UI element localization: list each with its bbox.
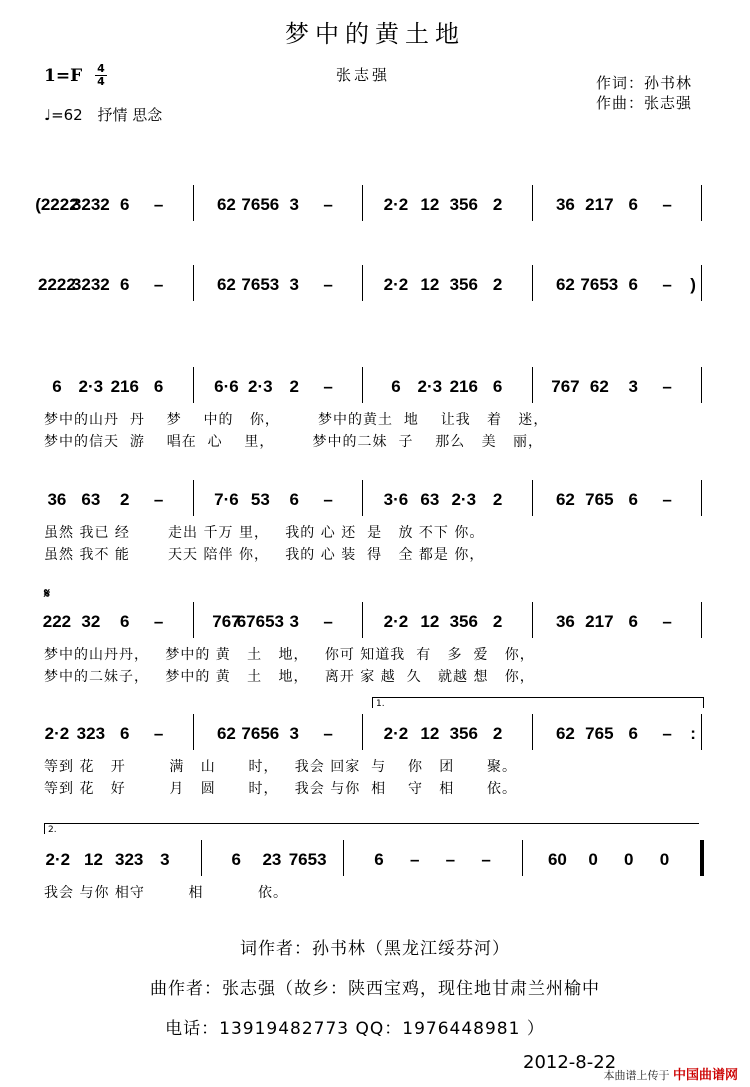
note-group: –: [153, 612, 164, 631]
note-group: 217: [585, 195, 614, 214]
lyrics-verse-1: 等到 花 开 满 山 时， 我会 回家 与 你 团 聚。: [44, 759, 518, 775]
barline: [201, 840, 202, 876]
note-group: 6: [120, 724, 130, 743]
lyrics-verse-2: 梦中的信天 游 唱在 心 里， 梦中的二妹 子 那么 美 丽，: [44, 434, 543, 450]
note-group: 62: [555, 724, 575, 743]
barline: [532, 714, 533, 750]
footer-date: 2012-8-22: [523, 1052, 617, 1073]
staff-line-1: [0, 183, 750, 231]
volta-2-label: 2.: [48, 825, 57, 835]
note-group: 6: [289, 490, 299, 509]
note-group: 3232: [71, 275, 110, 294]
barline: [532, 265, 533, 301]
note-group: 217: [585, 612, 614, 631]
barline: [701, 480, 702, 516]
note-group: 2222: [38, 275, 76, 294]
note-group: –: [662, 724, 672, 743]
note-group: 63: [420, 490, 440, 509]
note-group: 2·3: [78, 377, 104, 396]
lyrics-verse-2: 虽然 我不 能 天天 陪伴 你， 我的 心 装 得 全 都是 你，: [44, 547, 485, 563]
note-group: 12: [420, 275, 440, 294]
note-group: 36: [47, 490, 67, 509]
note-group: 6: [628, 275, 638, 294]
watermark-text: 本曲谱上传于: [603, 1069, 670, 1082]
barline: [362, 480, 363, 516]
lyrics-verse-1: 梦中的山丹 丹 梦 中的 你， 梦中的黄土 地 让我 着 迷，: [44, 412, 549, 428]
barline: [522, 840, 523, 876]
note-group: 2·2: [45, 850, 71, 869]
note-group: 6: [231, 850, 241, 869]
barline: [193, 367, 194, 403]
note-group: 2·3: [417, 377, 443, 396]
barline: [362, 714, 363, 750]
note-group: 2: [492, 490, 503, 509]
page-title: 梦中的黄土地: [285, 20, 465, 48]
note-group: 2: [492, 275, 503, 294]
lyrics-verse-2: 梦中的二妹子， 梦中的 黄 土 地， 离开 家 越 久 就越 想 你，: [44, 669, 535, 685]
volta-2-bracket: [44, 823, 699, 834]
barline: [362, 602, 363, 638]
note-group: 356: [449, 275, 478, 294]
tempo-value: ♩=62: [44, 106, 83, 124]
note-group: 0: [659, 850, 670, 869]
note-group: 62: [216, 724, 236, 743]
note-group: 6: [628, 195, 638, 214]
note-group: 0: [588, 850, 598, 869]
barline: [193, 480, 194, 516]
barline: [532, 602, 533, 638]
barline: [343, 840, 344, 876]
note-group: 36: [555, 612, 575, 631]
note-group: 3: [289, 275, 299, 294]
note-group: 7653: [580, 275, 619, 294]
lyrics-verse-2: 等到 花 好 月 圆 时， 我会 与你 相 守 相 依。: [44, 781, 518, 797]
volta-1-label: 1.: [376, 699, 385, 709]
note-group: 2·2: [383, 195, 409, 214]
note-group: 62: [555, 490, 575, 509]
note-group: –: [662, 490, 672, 509]
barline: [700, 840, 704, 876]
note-group: 6: [492, 377, 503, 396]
note-group: 2·2: [383, 275, 409, 294]
note-group: –: [323, 275, 333, 294]
barline: [193, 185, 194, 221]
note-group: 7653: [241, 275, 280, 294]
key-signature: 1=F: [44, 66, 83, 86]
note-group: –: [323, 724, 333, 743]
barline: [532, 367, 533, 403]
note-group: 2·2: [44, 724, 70, 743]
barline: [701, 265, 702, 301]
barline: [193, 265, 194, 301]
watermark-brand: 中国曲谱网: [672, 1068, 738, 1083]
note-group: 3·6: [383, 490, 409, 509]
note-group: 6: [52, 377, 62, 396]
note-group: 12: [420, 612, 440, 631]
barline: [532, 185, 533, 221]
note-group: 60: [547, 850, 567, 869]
lyrics-verse-1: 虽然 我已 经 走出 千万 里， 我的 心 还 是 放 不下 你。: [44, 525, 485, 541]
lyrics-verse-1: 梦中的山丹丹， 梦中的 黄 土 地， 你可 知道我 有 多 爱 你，: [44, 647, 535, 663]
note-group: 765: [585, 490, 614, 509]
note-group: 222: [42, 612, 72, 631]
note-group: 6: [120, 275, 130, 294]
note-group: 356: [449, 724, 478, 743]
lyrics-verse-1: 我会 与你 相守 相 依。: [44, 885, 289, 901]
note-group: 2·3: [248, 377, 273, 396]
note-group: 3232: [71, 195, 110, 214]
note-group: 356: [449, 195, 478, 214]
composer-name: 张志强: [336, 66, 391, 84]
note-group: 7·6: [214, 490, 239, 509]
note-group: 216: [110, 377, 139, 396]
staff-line-4: [0, 478, 750, 526]
note-group: –: [662, 195, 672, 214]
note-group: 53: [250, 490, 270, 509]
note-group: 12: [420, 724, 440, 743]
barline: [701, 367, 702, 403]
time-signature: [93, 63, 109, 88]
note-group: 2: [492, 612, 503, 631]
note-group: 6: [628, 724, 638, 743]
note-group: 12: [84, 850, 103, 869]
note-group: 765: [585, 724, 614, 743]
note-group: 67653: [236, 612, 284, 631]
note-group: 7656: [241, 724, 280, 743]
note-group: 323: [115, 850, 144, 869]
note-group: –: [153, 275, 164, 294]
note-group: 2: [289, 377, 299, 396]
note-group: –: [153, 724, 164, 743]
note-group: 6: [153, 377, 164, 396]
note-group: 3: [628, 377, 638, 396]
staff-line-5: [0, 600, 750, 648]
note-group: 7653: [288, 850, 327, 869]
barline: [193, 714, 194, 750]
note-group: –: [323, 195, 333, 214]
note-group: –: [323, 490, 333, 509]
note-group: –: [409, 850, 420, 869]
note-group: 12: [420, 195, 440, 214]
note-group: 2·2: [383, 724, 409, 743]
note-group: 36: [555, 195, 575, 214]
lyricist-credit: 作词：孙书林: [596, 74, 693, 92]
watermark: [603, 1064, 738, 1083]
note-group: 62: [555, 275, 575, 294]
note-group: 2: [492, 724, 503, 743]
note-group: 767: [551, 377, 580, 396]
barline: [701, 185, 702, 221]
note-group: –: [153, 490, 164, 509]
composer-credit: 作曲：张志强: [596, 94, 693, 112]
note-group: 23: [262, 850, 282, 869]
note-group: 2: [120, 490, 130, 509]
barline: [701, 714, 702, 750]
time-signature-bottom: 4: [97, 75, 105, 88]
note-group: 7656: [241, 195, 280, 214]
note-group: 6: [120, 195, 130, 214]
bar-symbol: ): [690, 275, 696, 294]
barline: [532, 480, 533, 516]
note-group: 323: [76, 724, 106, 743]
note-group: 3: [289, 612, 299, 631]
note-group: –: [662, 275, 672, 294]
note-group: 767: [212, 612, 241, 631]
volta-1-bracket: [372, 697, 704, 708]
note-group: –: [153, 195, 164, 214]
staff-line-2: [0, 263, 750, 311]
note-group: 3: [289, 195, 299, 214]
note-group: –: [481, 850, 491, 869]
barline: [193, 602, 194, 638]
note-group: 2: [492, 195, 503, 214]
note-group: –: [323, 612, 333, 631]
expression-mark: 抒情 思念: [97, 106, 163, 124]
note-group: –: [662, 377, 672, 396]
note-group: 32: [81, 612, 101, 631]
note-group: 0: [624, 850, 634, 869]
staff-line-6: [0, 712, 750, 760]
note-group: 62: [216, 275, 236, 294]
note-group: 2·2: [383, 612, 409, 631]
staff-line-3: [0, 365, 750, 413]
note-group: 3: [289, 724, 299, 743]
note-group: 216: [449, 377, 478, 396]
note-group: 6: [628, 612, 638, 631]
note-group: (2222: [35, 195, 79, 214]
note-group: 3: [160, 850, 170, 869]
staff-line-7: [0, 838, 750, 886]
note-group: –: [445, 850, 456, 869]
note-group: 2·3: [451, 490, 477, 509]
note-group: 62: [216, 195, 236, 214]
barline: [362, 367, 363, 403]
note-group: 6: [628, 490, 638, 509]
note-group: 6·6: [214, 377, 239, 396]
footer-lyricist: 词作者：孙书林（黑龙江绥芬河）: [240, 939, 510, 959]
time-signature-top: 4: [97, 62, 105, 75]
segno-icon: 𝄋: [44, 586, 51, 602]
note-group: 6: [374, 850, 384, 869]
bar-symbol: :: [690, 724, 696, 743]
footer-contact: 电话：13919482773 QQ：1976448981 ）: [165, 1019, 545, 1039]
barline: [362, 185, 363, 221]
footer-composer: 曲作者：张志强（故乡：陕西宝鸡，现住地甘肃兰州榆中: [150, 979, 600, 999]
barline: [362, 265, 363, 301]
barline: [701, 602, 702, 638]
note-group: 6: [120, 612, 130, 631]
note-group: 6: [391, 377, 401, 396]
note-group: 62: [589, 377, 609, 396]
note-group: 356: [449, 612, 478, 631]
note-group: –: [662, 612, 672, 631]
note-group: –: [323, 377, 333, 396]
note-group: 63: [81, 490, 101, 509]
tempo-marking: [44, 104, 162, 125]
